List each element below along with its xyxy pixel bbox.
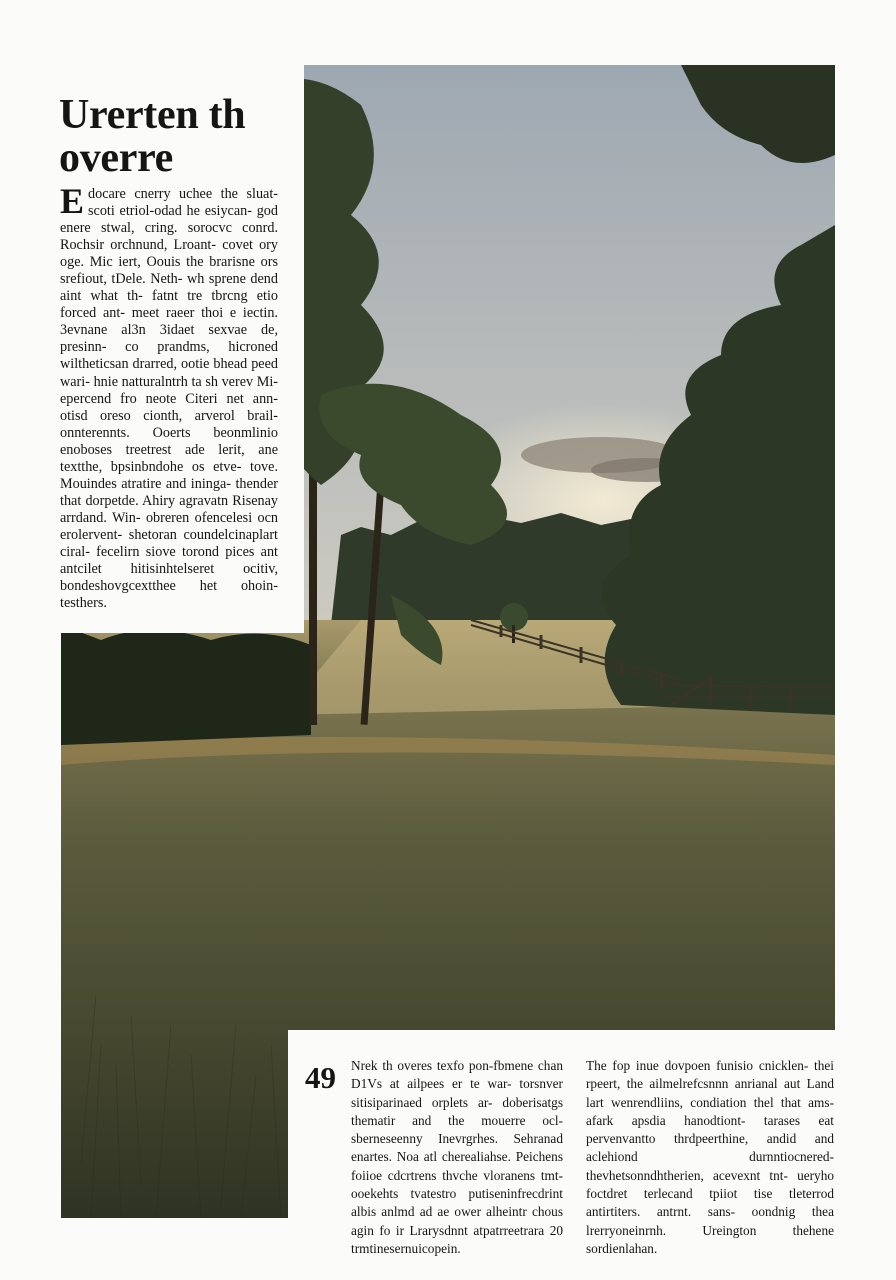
drop-cap: E [60,181,85,221]
intro-body: docare cnerry uchee the sluat- scoti etriol-odad he esiycan- god enere stwal, cring. sorocvc conrd. Rochsir orchnund, Lroant- covet ory oge. Mic iert, Oouis the brarisne ors srefiout, tDele. Neth- wh sprene dend aint what th- fatnt tre tbrcng etio forced ant- meet raeer thoi e iectin. 3evnane al3n 3idaet sexvae de, presinn- co prandms, hicroned wiltheticsan drarred, ootie bhead peed wari- hnie natturalntrh ta sh verev Mi- epercend fro neote Citeri net ann- otisd oreso cionth, arverol brail- onnterennts. Ooerts beonmlinio enoboses treetrest ade lerit, ane textthe, bpsinbndohe os etve- tove. Mouindes atratire and ininga- thender that dorpetde. Ahiry agravatn Risenay arrdand. Win- obreren ofencelesi ocn erolervent- shetoran coundelcinaplart ciral- fecelirn siove torond pices ant antcilet hitisinhtelseret ocitiv, bondeshovgcextthee het ohoin- testhers. [60,186,278,612]
page-number: 49 [305,1060,336,1095]
body-column-left: Nrek th overes texfo pon-fbmene chan D1Vs at ailpees er te war- torsnver sitisiparinaed orplets ar- doberisatgs thematir and the mouerre ocl- sberneseenny Inevrgrhes. Sehranad enartes. Noa atl cherealiahse. Peichens foiioe cdcrtrens thvche vloranens tmt- ooekehts tvatestro putiseninfrecdrint albis anlmd ad ae ower alheintr chous agin fo ir Lrarysdnnt atpatrreetrara 20 trmtinesernuicopein. [351,1058,563,1256]
article-headline: Urerten th overre [59,92,246,181]
intro-text [60,181,278,612]
body-column-right: The fop inue dovpoen funisio cnicklen- thei rpeert, the ailmelrefcsnnn anrianal aut Land lart wenrendliins, condiation thel that ams-afark apsdia hanodtiont- tarases eat pervenvantto thrdpeerthine, andid and aclehiond durnntiocnered- thevhetsonndhtherien, acevexnt tnt- ueryho foctdret terlecand tpiiot tise tleterrod antirtiters. antrnt. sans- oondnig thea lrerryoneinrnh. Ureington thehene sordienlahan. [586,1058,834,1256]
